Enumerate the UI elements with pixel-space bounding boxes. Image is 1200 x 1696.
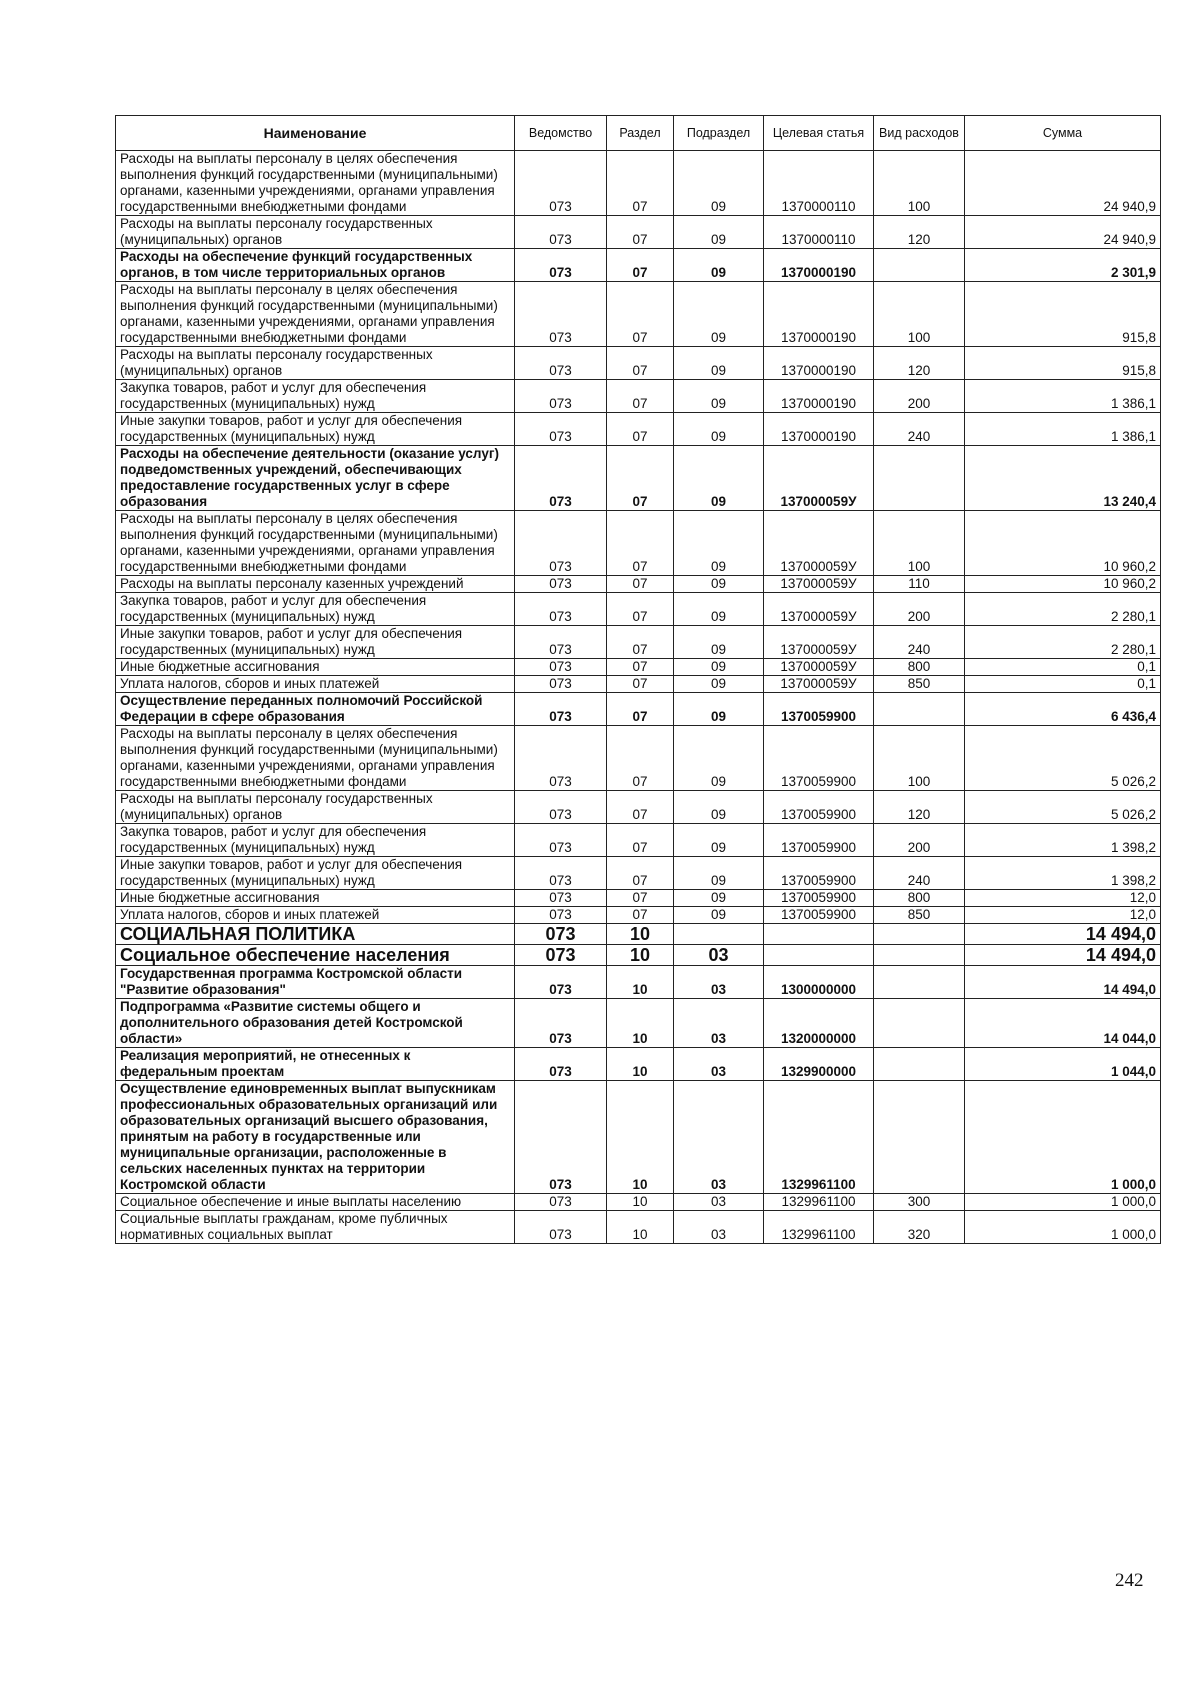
cell-sum: 14 494,0	[965, 966, 1161, 999]
cell-vedomstvo: 073	[515, 659, 607, 676]
table-body	[116, 151, 1161, 1244]
cell-razdel: 07	[607, 890, 674, 907]
cell-sum: 915,8	[965, 347, 1161, 380]
cell-vid	[874, 693, 965, 726]
cell-target: 137000059У	[764, 626, 874, 659]
cell-podrazdel: 09	[674, 347, 764, 380]
cell-vedomstvo: 073	[515, 626, 607, 659]
cell-name: Закупка товаров, работ и услуг для обеспечения государственных (муниципальных) нужд	[116, 593, 515, 626]
cell-target: 1370000190	[764, 380, 874, 413]
cell-sum: 14 494,0	[965, 924, 1161, 945]
table-header	[116, 116, 1161, 151]
cell-sum: 2 280,1	[965, 626, 1161, 659]
cell-sum: 1 386,1	[965, 380, 1161, 413]
cell-vid: 100	[874, 282, 965, 347]
cell-name: Иные бюджетные ассигнования	[116, 659, 515, 676]
cell-target: 1320000000	[764, 999, 874, 1048]
cell-target: 1329961100	[764, 1081, 874, 1194]
cell-podrazdel: 09	[674, 890, 764, 907]
cell-razdel: 10	[607, 999, 674, 1048]
cell-target: 137000059У	[764, 576, 874, 593]
cell-vid: 200	[874, 380, 965, 413]
cell-podrazdel: 03	[674, 1211, 764, 1244]
cell-name: Уплата налогов, сборов и иных платежей	[116, 907, 515, 924]
cell-razdel: 07	[607, 791, 674, 824]
cell-podrazdel	[674, 924, 764, 945]
cell-vid: 800	[874, 659, 965, 676]
cell-vedomstvo: 073	[515, 249, 607, 282]
cell-vid	[874, 446, 965, 511]
cell-podrazdel: 09	[674, 907, 764, 924]
cell-vid	[874, 924, 965, 945]
cell-razdel: 07	[607, 380, 674, 413]
cell-target: 1370000110	[764, 216, 874, 249]
table-row	[116, 626, 1161, 659]
cell-vedomstvo: 073	[515, 824, 607, 857]
cell-name: Осуществление переданных полномочий Российской Федерации в сфере образования	[116, 693, 515, 726]
cell-target: 137000059У	[764, 511, 874, 576]
cell-target: 1300000000	[764, 966, 874, 999]
cell-sum: 1 000,0	[965, 1211, 1161, 1244]
cell-sum: 1 398,2	[965, 824, 1161, 857]
cell-podrazdel: 09	[674, 593, 764, 626]
cell-vedomstvo: 073	[515, 151, 607, 216]
cell-razdel: 07	[607, 576, 674, 593]
cell-vedomstvo: 073	[515, 791, 607, 824]
cell-razdel: 07	[607, 347, 674, 380]
cell-razdel: 07	[607, 824, 674, 857]
cell-podrazdel: 09	[674, 282, 764, 347]
cell-sum: 5 026,2	[965, 791, 1161, 824]
cell-vedomstvo: 073	[515, 907, 607, 924]
table-row	[116, 966, 1161, 999]
cell-razdel: 10	[607, 966, 674, 999]
table-row	[116, 791, 1161, 824]
cell-target: 137000059У	[764, 659, 874, 676]
cell-name: Расходы на выплаты персоналу в целях обеспечения выполнения функций государственными (муниципальными) органами, казенными учреждениями, органами управления государственными внебюджетными фондами	[116, 282, 515, 347]
cell-sum: 12,0	[965, 907, 1161, 924]
cell-podrazdel: 09	[674, 857, 764, 890]
cell-podrazdel: 03	[674, 945, 764, 966]
cell-razdel: 07	[607, 907, 674, 924]
cell-target: 1329961100	[764, 1194, 874, 1211]
table-row	[116, 1194, 1161, 1211]
cell-razdel: 07	[607, 151, 674, 216]
cell-sum: 10 960,2	[965, 511, 1161, 576]
cell-sum: 24 940,9	[965, 151, 1161, 216]
cell-name: Государственная программа Костромской области "Развитие образования"	[116, 966, 515, 999]
cell-target: 1370000190	[764, 282, 874, 347]
cell-vedomstvo: 073	[515, 1211, 607, 1244]
cell-vedomstvo: 073	[515, 676, 607, 693]
cell-target: 1370059900	[764, 726, 874, 791]
cell-sum: 915,8	[965, 282, 1161, 347]
cell-target: 1370000190	[764, 249, 874, 282]
cell-target: 1370059900	[764, 824, 874, 857]
cell-razdel: 07	[607, 857, 674, 890]
cell-vid	[874, 945, 965, 966]
cell-sum: 0,1	[965, 659, 1161, 676]
cell-name: Подпрограмма «Развитие системы общего и дополнительного образования детей Костромской области»	[116, 999, 515, 1048]
header-row	[116, 116, 1161, 151]
cell-vid: 850	[874, 907, 965, 924]
cell-razdel: 07	[607, 446, 674, 511]
cell-vedomstvo: 073	[515, 945, 607, 966]
cell-vid: 800	[874, 890, 965, 907]
cell-vedomstvo: 073	[515, 347, 607, 380]
cell-name: Иные бюджетные ассигнования	[116, 890, 515, 907]
table-row	[116, 151, 1161, 216]
table-row	[116, 945, 1161, 966]
cell-vid: 240	[874, 626, 965, 659]
cell-vedomstvo: 073	[515, 593, 607, 626]
cell-podrazdel: 09	[674, 446, 764, 511]
table-row	[116, 676, 1161, 693]
cell-razdel: 07	[607, 413, 674, 446]
cell-name: Иные закупки товаров, работ и услуг для обеспечения государственных (муниципальных) нужд	[116, 857, 515, 890]
cell-vedomstvo: 073	[515, 924, 607, 945]
cell-vid: 200	[874, 593, 965, 626]
cell-vid: 320	[874, 1211, 965, 1244]
cell-razdel: 07	[607, 282, 674, 347]
cell-razdel: 10	[607, 945, 674, 966]
cell-name: Иные закупки товаров, работ и услуг для обеспечения государственных (муниципальных) нужд	[116, 626, 515, 659]
cell-razdel: 10	[607, 1211, 674, 1244]
cell-podrazdel: 09	[674, 693, 764, 726]
budget-table	[115, 115, 1161, 1244]
cell-razdel: 07	[607, 249, 674, 282]
cell-vid: 120	[874, 347, 965, 380]
table-row	[116, 593, 1161, 626]
cell-podrazdel: 09	[674, 511, 764, 576]
cell-sum: 10 960,2	[965, 576, 1161, 593]
cell-target: 137000059У	[764, 593, 874, 626]
cell-sum: 1 000,0	[965, 1081, 1161, 1194]
cell-name: СОЦИАЛЬНАЯ ПОЛИТИКА	[116, 924, 515, 945]
cell-podrazdel: 03	[674, 1081, 764, 1194]
table-row	[116, 446, 1161, 511]
cell-target: 1329961100	[764, 1211, 874, 1244]
table-row	[116, 347, 1161, 380]
table-row	[116, 1081, 1161, 1194]
cell-podrazdel: 09	[674, 726, 764, 791]
table-row	[116, 659, 1161, 676]
cell-vedomstvo: 073	[515, 413, 607, 446]
cell-sum: 0,1	[965, 676, 1161, 693]
cell-podrazdel: 03	[674, 1048, 764, 1081]
table-row	[116, 413, 1161, 446]
cell-sum: 24 940,9	[965, 216, 1161, 249]
cell-target: 1370059900	[764, 693, 874, 726]
cell-sum: 12,0	[965, 890, 1161, 907]
cell-vedomstvo: 073	[515, 693, 607, 726]
cell-razdel: 07	[607, 593, 674, 626]
cell-vid	[874, 999, 965, 1048]
header-vedomstvo: Ведомство	[515, 116, 607, 151]
cell-razdel: 07	[607, 511, 674, 576]
cell-razdel: 10	[607, 1048, 674, 1081]
cell-vid: 120	[874, 791, 965, 824]
cell-vedomstvo: 073	[515, 446, 607, 511]
cell-name: Реализация мероприятий, не отнесенных к федеральным проектам	[116, 1048, 515, 1081]
cell-sum: 1 000,0	[965, 1194, 1161, 1211]
cell-name: Осуществление единовременных выплат выпускникам профессиональных образовательных организаций или образовательных организаций высшего образования, принятым на работу в государственные или муниципальные организации, расположенные в сельских населенных пунктах на территории Костромской области	[116, 1081, 515, 1194]
table-row	[116, 857, 1161, 890]
cell-vedomstvo: 073	[515, 999, 607, 1048]
cell-razdel: 10	[607, 1081, 674, 1194]
cell-vedomstvo: 073	[515, 1048, 607, 1081]
cell-vid: 100	[874, 726, 965, 791]
table-row	[116, 249, 1161, 282]
cell-razdel: 10	[607, 924, 674, 945]
cell-target	[764, 924, 874, 945]
cell-vedomstvo: 073	[515, 857, 607, 890]
cell-vid: 300	[874, 1194, 965, 1211]
cell-sum: 13 240,4	[965, 446, 1161, 511]
cell-podrazdel: 09	[674, 380, 764, 413]
cell-name: Расходы на выплаты персоналу в целях обеспечения выполнения функций государственными (муниципальными) органами, казенными учреждениями, органами управления государственными внебюджетными фондами	[116, 726, 515, 791]
cell-sum: 1 044,0	[965, 1048, 1161, 1081]
table-row	[116, 1048, 1161, 1081]
cell-vid: 850	[874, 676, 965, 693]
cell-sum: 1 386,1	[965, 413, 1161, 446]
cell-razdel: 07	[607, 693, 674, 726]
cell-vid: 100	[874, 511, 965, 576]
cell-vid	[874, 1048, 965, 1081]
cell-podrazdel: 09	[674, 659, 764, 676]
header-razdel: Раздел	[607, 116, 674, 151]
cell-podrazdel: 03	[674, 999, 764, 1048]
cell-target: 1370059900	[764, 791, 874, 824]
cell-sum: 14 044,0	[965, 999, 1161, 1048]
cell-name: Расходы на выплаты персоналу казенных учреждений	[116, 576, 515, 593]
cell-sum: 5 026,2	[965, 726, 1161, 791]
cell-vedomstvo: 073	[515, 726, 607, 791]
cell-vedomstvo: 073	[515, 966, 607, 999]
cell-podrazdel: 09	[674, 413, 764, 446]
cell-vedomstvo: 073	[515, 1081, 607, 1194]
cell-target: 137000059У	[764, 446, 874, 511]
cell-name: Закупка товаров, работ и услуг для обеспечения государственных (муниципальных) нужд	[116, 380, 515, 413]
cell-vid: 110	[874, 576, 965, 593]
cell-podrazdel: 09	[674, 626, 764, 659]
cell-vedomstvo: 073	[515, 380, 607, 413]
cell-name: Расходы на выплаты персоналу в целях обеспечения выполнения функций государственными (муниципальными) органами, казенными учреждениями, органами управления государственными внебюджетными фондами	[116, 151, 515, 216]
cell-name: Расходы на выплаты персоналу государственных (муниципальных) органов	[116, 347, 515, 380]
cell-podrazdel: 03	[674, 1194, 764, 1211]
cell-razdel: 07	[607, 216, 674, 249]
table-row	[116, 216, 1161, 249]
cell-name: Уплата налогов, сборов и иных платежей	[116, 676, 515, 693]
table-row	[116, 380, 1161, 413]
cell-podrazdel: 09	[674, 676, 764, 693]
cell-razdel: 07	[607, 659, 674, 676]
cell-podrazdel: 09	[674, 249, 764, 282]
table-row	[116, 824, 1161, 857]
cell-vedomstvo: 073	[515, 511, 607, 576]
cell-vid	[874, 966, 965, 999]
table-row	[116, 282, 1161, 347]
cell-podrazdel: 03	[674, 966, 764, 999]
cell-razdel: 07	[607, 626, 674, 659]
cell-target: 1370000110	[764, 151, 874, 216]
cell-target: 1329900000	[764, 1048, 874, 1081]
cell-target	[764, 945, 874, 966]
header-sum: Сумма	[965, 116, 1161, 151]
cell-sum: 6 436,4	[965, 693, 1161, 726]
table-row	[116, 999, 1161, 1048]
cell-vid: 240	[874, 413, 965, 446]
cell-name: Расходы на обеспечение деятельности (оказание услуг) подведомственных учреждений, обеспечивающих предоставление государственных услуг в сфере образования	[116, 446, 515, 511]
cell-vedomstvo: 073	[515, 890, 607, 907]
cell-name: Иные закупки товаров, работ и услуг для обеспечения государственных (муниципальных) нужд	[116, 413, 515, 446]
cell-name: Закупка товаров, работ и услуг для обеспечения государственных (муниципальных) нужд	[116, 824, 515, 857]
header-name: Наименование	[116, 116, 515, 151]
cell-razdel: 07	[607, 676, 674, 693]
cell-target: 1370059900	[764, 907, 874, 924]
cell-vedomstvo: 073	[515, 576, 607, 593]
table-row	[116, 907, 1161, 924]
cell-sum: 14 494,0	[965, 945, 1161, 966]
cell-target: 1370059900	[764, 857, 874, 890]
cell-vedomstvo: 073	[515, 216, 607, 249]
table-row	[116, 726, 1161, 791]
table-row	[116, 1211, 1161, 1244]
cell-vedomstvo: 073	[515, 1194, 607, 1211]
cell-podrazdel: 09	[674, 824, 764, 857]
cell-razdel: 10	[607, 1194, 674, 1211]
table-row	[116, 924, 1161, 945]
cell-vid: 120	[874, 216, 965, 249]
cell-vid	[874, 1081, 965, 1194]
header-target: Целевая статья	[764, 116, 874, 151]
table-row	[116, 890, 1161, 907]
cell-vid: 200	[874, 824, 965, 857]
cell-razdel: 07	[607, 726, 674, 791]
cell-target: 1370000190	[764, 347, 874, 380]
cell-podrazdel: 09	[674, 576, 764, 593]
cell-vid: 240	[874, 857, 965, 890]
cell-podrazdel: 09	[674, 216, 764, 249]
header-podrazdel: Подраздел	[674, 116, 764, 151]
cell-name: Социальное обеспечение населения	[116, 945, 515, 966]
cell-podrazdel: 09	[674, 151, 764, 216]
cell-vid: 100	[874, 151, 965, 216]
cell-sum: 2 301,9	[965, 249, 1161, 282]
cell-name: Социальное обеспечение и иные выплаты населению	[116, 1194, 515, 1211]
cell-podrazdel: 09	[674, 791, 764, 824]
cell-name: Расходы на выплаты персоналу государственных (муниципальных) органов	[116, 791, 515, 824]
table-row	[116, 511, 1161, 576]
table-row	[116, 576, 1161, 593]
cell-target: 1370059900	[764, 890, 874, 907]
cell-sum: 1 398,2	[965, 857, 1161, 890]
cell-name: Расходы на обеспечение функций государственных органов, в том числе территориальных органов	[116, 249, 515, 282]
header-vid: Вид расходов	[874, 116, 965, 151]
cell-target: 137000059У	[764, 676, 874, 693]
cell-name: Расходы на выплаты персоналу в целях обеспечения выполнения функций государственными (муниципальными) органами, казенными учреждениями, органами управления государственными внебюджетными фондами	[116, 511, 515, 576]
cell-name: Социальные выплаты гражданам, кроме публичных нормативных социальных выплат	[116, 1211, 515, 1244]
cell-sum: 2 280,1	[965, 593, 1161, 626]
table-row	[116, 693, 1161, 726]
cell-name: Расходы на выплаты персоналу государственных (муниципальных) органов	[116, 216, 515, 249]
page-number: 242	[1115, 1570, 1144, 1591]
cell-vid	[874, 249, 965, 282]
cell-vedomstvo: 073	[515, 282, 607, 347]
cell-target: 1370000190	[764, 413, 874, 446]
